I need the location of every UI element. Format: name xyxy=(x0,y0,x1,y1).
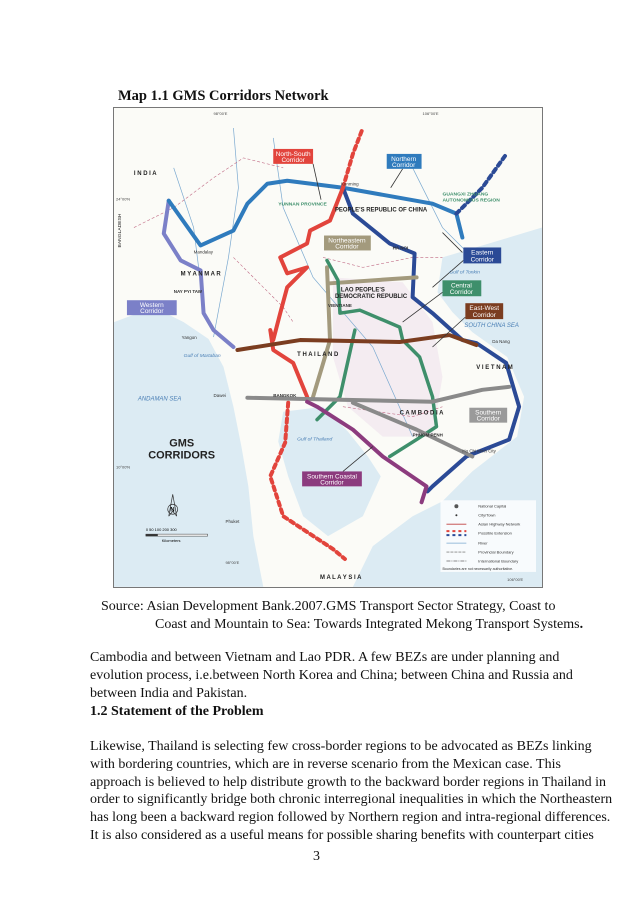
svg-text:Mandalay: Mandalay xyxy=(193,249,214,255)
svg-text:Yangon: Yangon xyxy=(181,335,197,341)
svg-text:Northern: Northern xyxy=(391,155,417,163)
svg-text:Corridor: Corridor xyxy=(391,161,416,169)
source-line-1: Source: Asian Development Bank.2007.GMS Transport Sector Strategy, Coast to xyxy=(101,599,556,614)
svg-text:106°00'E: 106°00'E xyxy=(507,576,524,582)
label-andaman-sea: ANDAMAN SEA xyxy=(137,396,182,403)
svg-text:Corridor: Corridor xyxy=(335,243,359,251)
label-thailand: T H A I L A N D xyxy=(297,351,339,358)
section-heading: 1.2 Statement of the Problem xyxy=(90,704,264,719)
svg-text:Corridor: Corridor xyxy=(472,312,496,320)
paragraph-2-line: Likewise, Thailand is selecting few cross-border regions to be advocated as BEZs linking xyxy=(90,739,592,754)
svg-text:International Boundary: International Boundary xyxy=(478,558,519,564)
svg-text:Southern Coastal: Southern Coastal xyxy=(307,473,357,481)
svg-text:98°00'E: 98°00'E xyxy=(213,111,228,117)
svg-text:River: River xyxy=(478,540,488,546)
svg-text:CORRIDORS: CORRIDORS xyxy=(148,449,216,462)
svg-text:HA NOI: HA NOI xyxy=(392,245,409,251)
svg-text:Northeastern: Northeastern xyxy=(328,237,366,245)
paragraph-2-line: It is also considered as a useful means for possible sharing benefits with counterpart cities xyxy=(90,828,594,843)
svg-text:Gulf of Thailand: Gulf of Thailand xyxy=(297,437,333,443)
svg-text:GUANGXI ZHUANG: GUANGXI ZHUANG xyxy=(442,192,489,198)
label-malaysia: M A L A Y S I A xyxy=(320,574,362,581)
paragraph-1-line: evolution process, i.e.between North Korea and China; between China and Russia and xyxy=(90,668,573,683)
paragraph-1-line: Cambodia and between Vietnam and Lao PDR. A few BEZs are under planning and xyxy=(90,650,560,665)
svg-text:Dawei: Dawei xyxy=(213,392,226,398)
label-south-china-sea: SOUTH CHINA SEA xyxy=(464,323,519,330)
label-northern-corridor xyxy=(387,154,422,169)
paragraph-2-line: has long been a backward region followed by Northern region and intra-regional differences. xyxy=(90,810,611,825)
svg-text:City/Town: City/Town xyxy=(478,512,496,518)
paragraph-2-line: order to significantly bridge both chronic interregional inequalities in which the Northeastern xyxy=(90,792,613,807)
paragraph-1-line: between India and Pakistan. xyxy=(90,686,248,701)
svg-text:BANGKOK: BANGKOK xyxy=(273,392,297,398)
label-india: I N D I A xyxy=(133,170,157,177)
svg-text:Central: Central xyxy=(450,282,472,290)
svg-text:Boundaries are not necessarily: Boundaries are not necessarily authoritative. xyxy=(442,566,514,571)
label-cambodia: C A M B O D I A xyxy=(399,410,444,417)
svg-text:N: N xyxy=(170,507,175,514)
svg-text:Corridor: Corridor xyxy=(449,289,474,297)
paragraph-2-line: with bordering countries, which are in reverse scenario from the Mexican case. This xyxy=(90,757,561,772)
svg-text:Da Nang: Da Nang xyxy=(492,339,510,345)
map-title: Map 1.1 GMS Corridors Network xyxy=(118,88,329,104)
svg-text:10°00'N: 10°00'N xyxy=(115,464,131,470)
svg-text:YUNNAN PROVINCE: YUNNAN PROVINCE xyxy=(278,202,327,208)
svg-text:106°00'E: 106°00'E xyxy=(422,111,439,117)
svg-text:Asian Highway Network: Asian Highway Network xyxy=(478,521,521,527)
map-graphic xyxy=(114,108,542,587)
source-text: Coast and Mountain to Sea: Towards Integrated Mekong Transport Systems xyxy=(155,617,580,632)
label-northeastern-corridor xyxy=(324,236,371,251)
svg-text:Corridor: Corridor xyxy=(470,256,494,264)
svg-text:Phuket: Phuket xyxy=(225,519,240,525)
svg-text:Corridor: Corridor xyxy=(140,308,164,316)
source-line-2 xyxy=(155,617,583,633)
svg-text:Corridor: Corridor xyxy=(281,156,305,164)
svg-text:Corridor: Corridor xyxy=(476,415,500,423)
paragraph-2-line: approach is believed to help distribute growth to the backward border regions in Thailand in xyxy=(90,775,607,790)
corridor-extension-guangxi xyxy=(456,153,507,214)
corridor-line-north-south xyxy=(270,188,343,397)
svg-text:Gulf of Martaban: Gulf of Martaban xyxy=(183,353,221,359)
source-period: . xyxy=(579,617,584,632)
svg-text:NAY PYI TAW: NAY PYI TAW xyxy=(173,289,202,295)
label-southern-coastal-corridor xyxy=(302,471,362,486)
svg-text:GMS: GMS xyxy=(169,437,195,450)
svg-text:DEMOCRATIC REPUBLIC: DEMOCRATIC REPUBLIC xyxy=(334,294,408,301)
svg-text:98°00'E: 98°00'E xyxy=(225,559,240,565)
svg-text:Provincial Boundary: Provincial Boundary xyxy=(478,549,514,555)
label-western-corridor xyxy=(127,300,177,315)
label-vietnam: V I E T N A M xyxy=(476,364,513,371)
svg-text:Gulf of Tonkin: Gulf of Tonkin xyxy=(449,270,480,276)
svg-text:North-South: North-South xyxy=(275,150,311,158)
svg-text:Kunming: Kunming xyxy=(340,181,359,187)
svg-text:24°00'N: 24°00'N xyxy=(115,196,131,202)
svg-text:Southern: Southern xyxy=(475,409,502,417)
label-eastern-corridor xyxy=(463,247,501,263)
label-north-south-corridor xyxy=(273,149,313,164)
label-china: PEOPLE'S REPUBLIC OF CHINA xyxy=(334,207,428,214)
svg-text:BANGLADESH: BANGLADESH xyxy=(117,213,123,248)
label-laos: LAO PEOPLE'S xyxy=(340,287,385,294)
svg-text:0 50 100 200 300: 0 50 100 200 300 xyxy=(145,527,177,533)
map-legend xyxy=(440,500,536,572)
svg-text:Possible Extension: Possible Extension xyxy=(478,530,512,536)
svg-text:National Capital: National Capital xyxy=(478,503,507,509)
svg-text:Eastern: Eastern xyxy=(471,249,494,257)
corridor-extension-north xyxy=(340,128,363,188)
label-east-west-corridor xyxy=(465,303,503,319)
svg-text:PHNOM PENH: PHNOM PENH xyxy=(412,432,443,438)
svg-text:Ho Chi Minh City: Ho Chi Minh City xyxy=(462,448,496,454)
label-southern-corridor xyxy=(469,408,507,423)
svg-text:East-West: East-West xyxy=(469,305,500,313)
svg-text:Kilometers: Kilometers xyxy=(161,538,181,544)
svg-text:Western: Western xyxy=(139,302,164,310)
svg-text:AUTONOMOUS REGION: AUTONOMOUS REGION xyxy=(442,198,500,204)
label-myanmar: M Y A N M A R xyxy=(180,271,221,278)
page-number: 3 xyxy=(313,849,320,864)
gms-corridors-map xyxy=(113,107,543,588)
label-central-corridor xyxy=(442,280,481,296)
svg-text:Corridor: Corridor xyxy=(320,479,344,487)
svg-text:VIENTIANE: VIENTIANE xyxy=(328,303,352,309)
